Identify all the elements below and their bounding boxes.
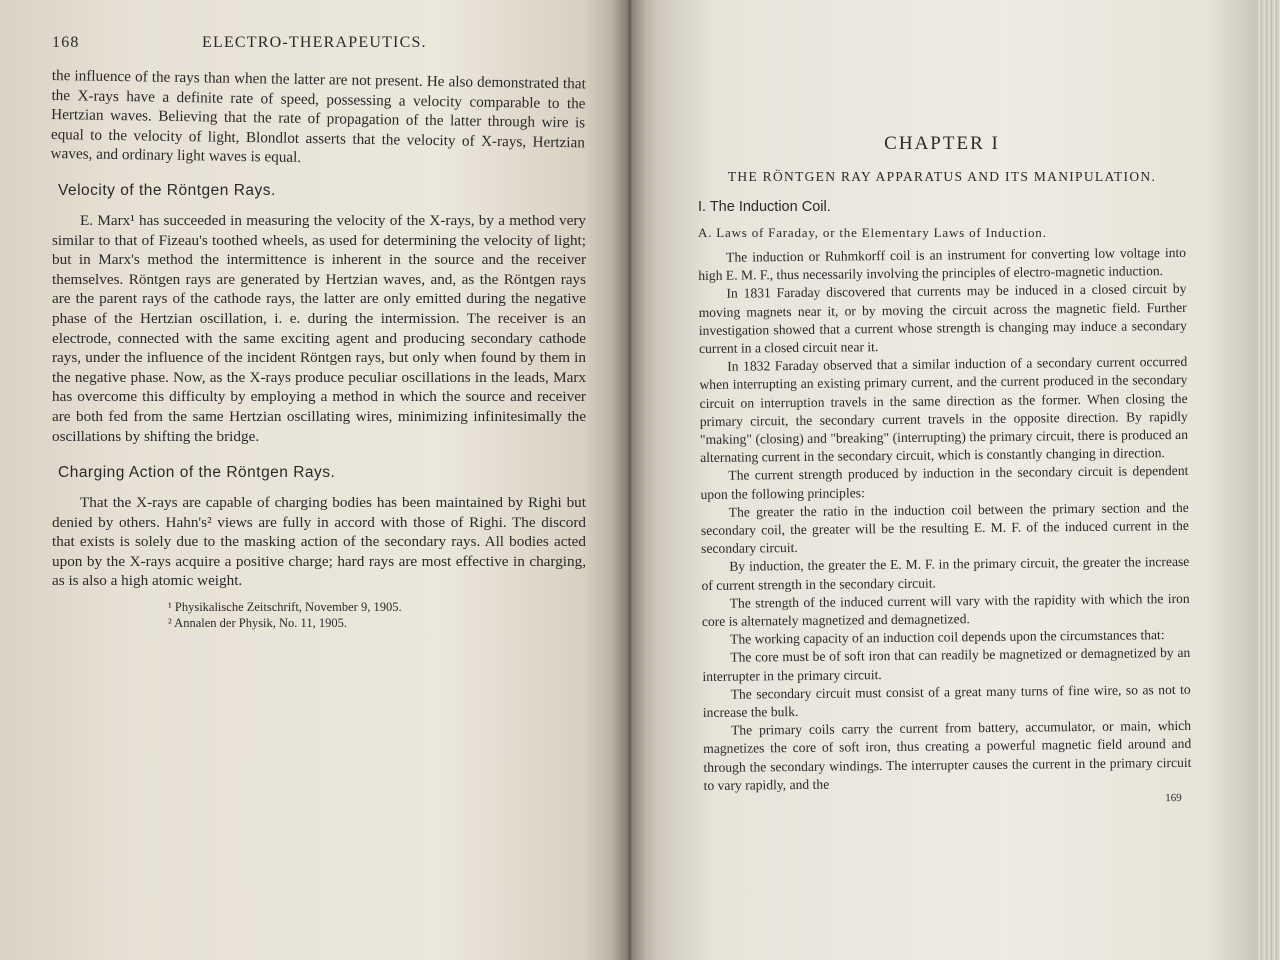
running-head-title: ELECTRO-THERAPEUTICS. [202,34,427,51]
section-heading-velocity: Velocity of the Röntgen Rays. [58,181,276,199]
body-paragraph: The working capacity of an induction coil depends upon the circumstances that: [730,627,1165,647]
body-paragraph: The induction or Ruhmkorff coil is an instrument for converting low voltage into high E. M. F., thus necessarily involving the principles of electro-magnetic induction. [698,244,1187,284]
right-body [698,244,1192,809]
book-gutter-shadow [612,0,646,960]
chapter-title: THE RÖNTGEN RAY APPARATUS AND ITS MANIPULATION. [727,169,1157,184]
body-paragraph: By induction, the greater the E. M. F. in the primary circuit, the greater the increase of current strength in the secondary circuit. [701,554,1190,593]
body-paragraph: The current strength produced by induction in the secondary circuit is dependent upon the following principles: [700,463,1189,502]
left-page [0,0,628,960]
left-intro-paragraph: the influence of the rays than when the latter are not present. He also demonstrated that the X-rays have a definite rate of speed, possessing a velocity comparable to the Hertzian waves. Believing that the rate of propagation of the latter through wire is equal to the velocity of light, Blondlot asserts that the velocity of X-rays, Hertzian waves, and ordinary light waves is equal. [50,66,586,167]
body-paragraph: The secondary circuit must consist of a great many turns of fine wire, so as not to increase the bulk. [702,681,1191,721]
body-paragraph: In 1832 Faraday observed that a similar induction of a secondary current occurred when interrupting an existing primary current, and the current produced in the secondary circuit on interruption travels in the same direction as the former. When closing the primary circuit, the secondary current travels in the opposite direction. By rapidly "making" (closing) and "breaking" (interrupting) the primary circuit, there is produced an alternating current in the secondary circuit, which is constantly changing in direction. [699,354,1189,466]
left-running-head [52,34,586,52]
body-paragraph: The greater the ratio in the induction coil between the primary section and the secondary coil, the greater will be the resulting E. M. F. of the induced current in the secondary circuit. [700,499,1189,557]
subsection-heading-faraday: A. Laws of Faraday, or the Elementary Laws of Induction. [698,225,1047,240]
body-paragraph: The strength of the induced current will vary with the rapidity with which the iron core is alternately magnetized and demagnetized. [701,590,1190,630]
section-heading-induction-coil: I. The Induction Coil. [698,199,831,215]
chapter-heading: CHAPTER I [884,133,1000,154]
footnote-2: ² Annalen der Physik, No. 11, 1905. [168,616,347,631]
body-paragraph: The core must be of soft iron that can readily be magnetized or demagnetized by an interrupter in the primary circuit. [702,645,1191,684]
velocity-paragraph: E. Marx¹ has succeeded in measuring the velocity of the X-rays, by a method very similar to that of Fizeau's toothed wheels, as used for determining the velocity of light; but in Marx's method the intermittence is inherent in the source and the receiver themselves. Röntgen rays are generated by Hertzian waves, and, as the Röntgen rays are the parent rays of the cathode rays, the latter are only emitted during the negative phase of the Hertzian oscillation, i. e. during the intermission. The receiver is an electrode, connected with the same exciting agent and producing secondary cathode rays, under the influence of the incident Röntgen rays, but only when found by them in the negative phase. Now, as the X-rays produce peculiar oscillations in the leads, Marx has overcome this difficulty by employing a method in which the source and receiver are both fed from the same Hertzian oscillating wires, minimizing infinitesimally the oscillations by shifting the bridge. [52,211,586,445]
page-edges [1258,0,1280,960]
charging-paragraph: That the X-rays are capable of charging bodies has been maintained by Righi but denied by others. Hahn's² views are fully in accord with those of Righi. The discord that exists is solely due to the masking action of the secondary rays. All bodies acted upon by the X-rays acquire a positive charge; hard rays are most effective in charging, as is also a high atomic weight. [52,494,586,590]
body-paragraph: The primary coils carry the current from battery, accumulator, or main, which magnetizes the core of soft iron, thus creating a powerful magnetic field around and through the secondary windings. The interrupter causes the current in the primary circuit to vary rapidly, and the [703,718,1192,793]
left-intro-block [50,66,585,172]
section-heading-charging: Charging Action of the Röntgen Rays. [58,464,336,482]
right-page [628,0,1258,960]
left-page-number: 168 [52,34,80,51]
body-paragraph: In 1831 Faraday discovered that currents may be induced in a closed circuit by moving magnets near it, or by moving the circuit across the magnetic field. Further investigation showed that a current whose strength is changing may induce a secondary current in a closed circuit near it. [698,281,1187,357]
footnote-1: ¹ Physikalische Zeitschrift, November 9, 1905. [168,600,402,615]
right-page-number: 169 [1165,792,1182,805]
